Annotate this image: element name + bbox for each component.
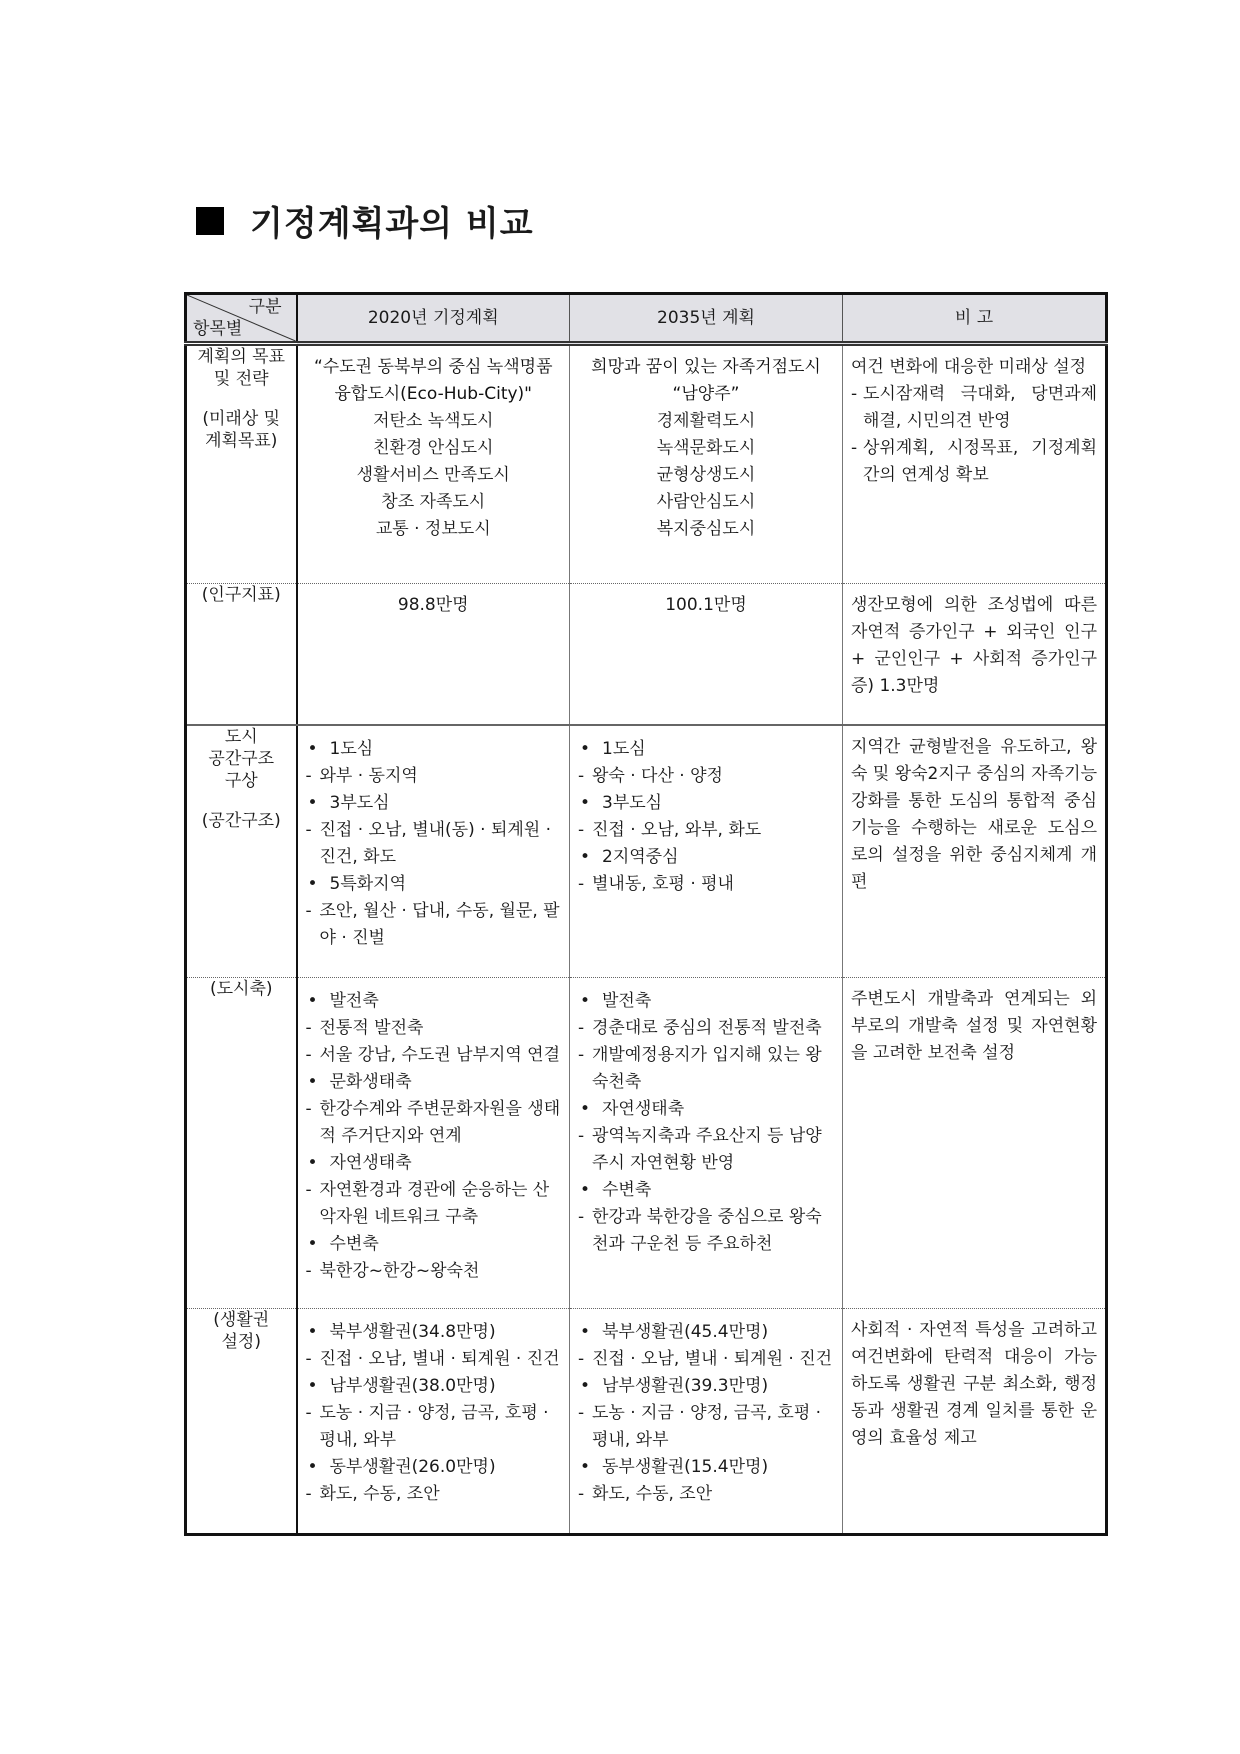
list-item: - 전통적 발전축 — [306, 1015, 564, 1042]
spatial-remark-text: 지역간 균형발전을 유도하고, 왕숙 및 왕숙2지구 중심의 자족기능강화를 통한 도심의 통합적 중심기능을 수행하는 새로운 도심으로의 설정을 위한 중심지체계 개편 — [851, 737, 1097, 892]
goal-item: 생활서비스 만족도시 — [356, 465, 510, 485]
list-item: - 와부 · 동지역 — [306, 763, 564, 790]
row-label-population: (인구지표) — [186, 584, 297, 726]
living-2035-cell — [570, 1309, 843, 1535]
list-item: • 5특화지역 — [306, 871, 564, 898]
living-remark-cell — [843, 1309, 1107, 1535]
goals-remark-cell: 여건 변화에 대응한 미래상 설정 - 도시잠재력 극대화, 당면과제 해결, 시민의견 반영 - 상위계획, 시정목표, 기정계획 간의 연계성 확보 — [843, 344, 1107, 584]
list-item: • 동부생활권(26.0만명) — [306, 1454, 564, 1481]
slogan-2020: “수도권 동북부의 중심 녹색명품 — [313, 357, 553, 377]
goals-2020-cell: “수도권 동북부의 중심 녹색명품 융합도시(Eco-Hub-City)" 저탄소 녹색도시 친환경 안심도시 생활서비스 만족도시 창조 자족도시 교통 · 정보도시 — [297, 344, 570, 584]
list-item: • 수변축 — [578, 1177, 836, 1204]
header-2020-plan: 2020년 기정계획 — [297, 294, 570, 344]
list-item: - 북한강~한강~왕숙천 — [306, 1258, 564, 1285]
corner-header-cell — [186, 294, 297, 344]
black-square-icon — [196, 207, 224, 235]
table-row-population — [186, 584, 1107, 726]
table-row-goals — [186, 344, 1107, 584]
list-item: • 자연생태축 — [578, 1096, 836, 1123]
goal-item: 사람안심도시 — [656, 492, 756, 512]
population-remark-text: 생잔모형에 의한 조성법에 따른 자연적 증가인구 + 외국인 인구 + 군인인구 + 사회적 증가인구 증) 1.3만명 — [851, 595, 1097, 696]
list-item: - 화도, 수동, 조안 — [578, 1481, 836, 1508]
row-label-goals: 계획의 목표 및 전략 (미래상 및 계획목표) — [186, 344, 297, 584]
goal-item: 저탄소 녹색도시 — [373, 411, 494, 431]
list-item: - 자연환경과 경관에 순응하는 산악자원 네트워크 구축 — [306, 1177, 564, 1231]
table-header-row — [186, 294, 1107, 344]
list-item: • 3부도심 — [578, 790, 836, 817]
list-item: • 남부생활권(38.0만명) — [306, 1373, 564, 1400]
axis-remark-cell — [843, 978, 1107, 1309]
list-item: - 조안, 월산 · 답내, 수동, 월문, 팔야 · 진벌 — [306, 898, 564, 952]
list-item: - 도농 · 지금 · 양정, 금곡, 호평 · 평내, 와부 — [578, 1400, 836, 1454]
table-row-urban-axis — [186, 978, 1107, 1309]
list-item: - 화도, 수동, 조안 — [306, 1481, 564, 1508]
row-label-spatial-structure: 도시 공간구조 구상 (공간구조) — [186, 725, 297, 978]
corner-label-item: 항목별 — [193, 319, 243, 339]
goal-item: 균형상생도시 — [656, 465, 756, 485]
population-2035-cell — [570, 584, 843, 726]
list-item: • 3부도심 — [306, 790, 564, 817]
list-item: - 개발예정용지가 입지해 있는 왕숙천축 — [578, 1042, 836, 1096]
spatial-2035-cell — [570, 725, 843, 978]
axis-2020-cell — [297, 978, 570, 1309]
row-label-urban-axis: (도시축) — [186, 978, 297, 1309]
spatial-2020-cell — [297, 725, 570, 978]
slogan-2035: 희망과 꿈이 있는 자족거점도시 — [591, 357, 821, 377]
goal-item: 녹색문화도시 — [656, 438, 756, 458]
list-item: • 수변축 — [306, 1231, 564, 1258]
list-item: - 진접 · 오남, 별내 · 퇴계원 · 진건 — [578, 1346, 836, 1373]
population-remark-cell — [843, 584, 1107, 726]
list-item: • 문화생태축 — [306, 1069, 564, 1096]
goal-item: 경제활력도시 — [656, 411, 756, 431]
list-item: - 서울 강남, 수도권 남부지역 연결 — [306, 1042, 564, 1069]
table-row-spatial-structure — [186, 725, 1107, 978]
list-item: • 1도심 — [306, 736, 564, 763]
list-item: - 한강과 북한강을 중심으로 왕숙천과 구운천 등 주요하천 — [578, 1204, 836, 1258]
page-title-text: 기정계획과의 비교 — [250, 204, 534, 244]
comparison-table — [184, 292, 1108, 1536]
list-item: • 1도심 — [578, 736, 836, 763]
population-2020-value: 98.8만명 — [397, 595, 469, 615]
axis-2035-cell — [570, 978, 843, 1309]
goals-2035-cell: 희망과 꿈이 있는 자족거점도시 “남양주” 경제활력도시 녹색문화도시 균형상생도시 사람안심도시 복지중심도시 — [570, 344, 843, 584]
spatial-remark-cell — [843, 725, 1107, 978]
corner-label-category: 구분 — [248, 297, 282, 317]
list-item: • 발전축 — [578, 988, 836, 1015]
axis-remark-text: 주변도시 개발축과 연계되는 외부로의 개발축 설정 및 자연현황을 고려한 보전축 설정 — [851, 989, 1097, 1063]
list-item: - 도농 · 지금 · 양정, 금곡, 호평 · 평내, 와부 — [306, 1400, 564, 1454]
goal-item: 친환경 안심도시 — [373, 438, 494, 458]
list-item: - 진접 · 오남, 별내 · 퇴계원 · 진건 — [306, 1346, 564, 1373]
list-item: - 광역녹지축과 주요산지 등 남양주시 자연현황 반영 — [578, 1123, 836, 1177]
list-item: - 한강수계와 주변문화자원을 생태적 주거단지와 연계 — [306, 1096, 564, 1150]
list-item: - 왕숙 · 다산 · 양정 — [578, 763, 836, 790]
list-item: • 발전축 — [306, 988, 564, 1015]
list-item: • 남부생활권(39.3만명) — [578, 1373, 836, 1400]
header-remark: 비 고 — [843, 294, 1107, 344]
population-2020-cell — [297, 584, 570, 726]
list-item: • 동부생활권(15.4만명) — [578, 1454, 836, 1481]
list-item: • 북부생활권(45.4만명) — [578, 1319, 836, 1346]
population-2035-value: 100.1만명 — [665, 595, 747, 615]
list-item: • 북부생활권(34.8만명) — [306, 1319, 564, 1346]
goal-item: 창조 자족도시 — [381, 492, 486, 512]
row-label-living-zones: (생활권 설정) — [186, 1309, 297, 1535]
list-item: • 자연생태축 — [306, 1150, 564, 1177]
list-item: - 경춘대로 중심의 전통적 발전축 — [578, 1015, 836, 1042]
goal-item: 복지중심도시 — [656, 519, 756, 539]
table-row-living-zones — [186, 1309, 1107, 1535]
living-remark-text: 사회적 · 자연적 특성을 고려하고 여건변화에 탄력적 대응이 가능하도록 생활권 구분 최소화, 행정동과 생활권 경계 일치를 통한 운영의 효율성 제고 — [851, 1320, 1097, 1448]
goal-item: 교통 · 정보도시 — [375, 519, 491, 539]
list-item: - 별내동, 호평 · 평내 — [578, 871, 836, 898]
list-item: • 2지역중심 — [578, 844, 836, 871]
list-item: - 진접 · 오남, 별내(동) · 퇴계원 · 진건, 화도 — [306, 817, 564, 871]
list-item: - 진접 · 오남, 와부, 화도 — [578, 817, 836, 844]
page-title — [196, 196, 534, 245]
living-2020-cell — [297, 1309, 570, 1535]
header-2035-plan: 2035년 계획 — [570, 294, 843, 344]
